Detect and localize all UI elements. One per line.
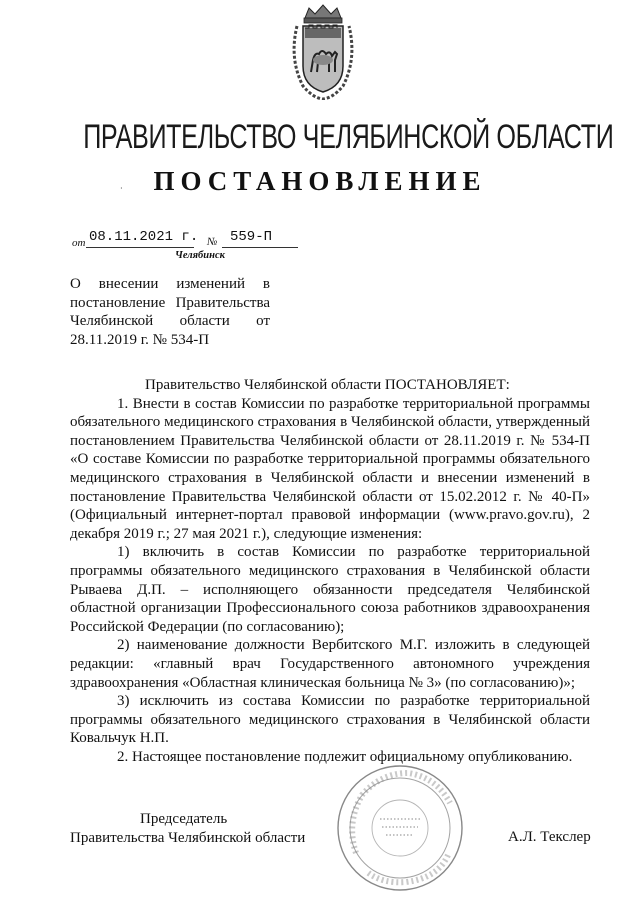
subject-text: О внесении изменений в постановление Правительства Челябинской области от 28.11.2019 г. № 534-П (70, 276, 270, 348)
number-underline (222, 247, 298, 248)
date-prefix: от (72, 237, 86, 249)
city: Челябинск (175, 250, 225, 261)
document-body (70, 376, 590, 766)
signatory-name: А.Л. Текслер (508, 829, 591, 845)
document-date: 08.11.2021 г. (89, 229, 199, 245)
signatory-title-line1: Председатель (140, 811, 228, 827)
coat-of-arms-icon (289, 4, 357, 100)
scan-speck: · (120, 184, 123, 193)
body-paragraph: 1) включить в состав Комиссии по разработке территориальной программы обязательного медицинского страхования в Челябинской области Рываева Д.П. – исполняющего обязанности председателя Челябинской областной организации Профессионального союза работников здравоохранения Российской Федерации (по согласованию); (70, 544, 590, 635)
body-paragraph: 3) исключить из состава Комиссии по разработке территориальной программы обязательного медицинского страхования в Челябинской области Ковальчук Н.П. (70, 693, 590, 747)
document-type: ПОСТАНОВЛЕНИЕ (153, 166, 487, 196)
signatory-title-line2: Правительства Челябинской области (70, 830, 306, 846)
signatory-title (70, 810, 305, 848)
document-number: 559-П (230, 229, 273, 245)
body-paragraph: 2. Настоящее постановление подлежит официальному опубликованию. (117, 748, 573, 765)
date-underline (86, 247, 194, 248)
document-subject (70, 275, 270, 349)
government-title: ПРАВИТЕЛЬСТВО ЧЕЛЯБИНСКОЙ ОБЛАСТИ (83, 118, 614, 156)
body-paragraph: 2) наименование должности Вербитского М.Г. изложить в следующей редакции: «главный врач Государственного автономного учреждения здравоохранения «Областная клиническая больница № 3» (по согласованию)»; (70, 637, 590, 691)
body-paragraph: 1. Внести в состав Комиссии по разработке территориальной программы обязательного медицинского страхования в Челябинской области, утвержденный постановлением Правительства Челябинской области от 28.11.2019 г. № 534-П «О составе Комиссии по разработке территориальной программы обязательного медицинского страхования в Челябинской области и внесении изменений в постановление Правительства Челябинской области от 15.02.2012 г. № 40-П» (Официальный интернет-портал правовой информации (www.pravo.gov.ru), 2 декабря 2019 г.; 27 мая 2021 г.), следующие изменения: (70, 395, 590, 542)
number-prefix: № (207, 236, 218, 248)
body-intro: Правительство Челябинской области ПОСТАНОВЛЯЕТ: (145, 377, 510, 393)
official-stamp-icon (326, 763, 474, 893)
